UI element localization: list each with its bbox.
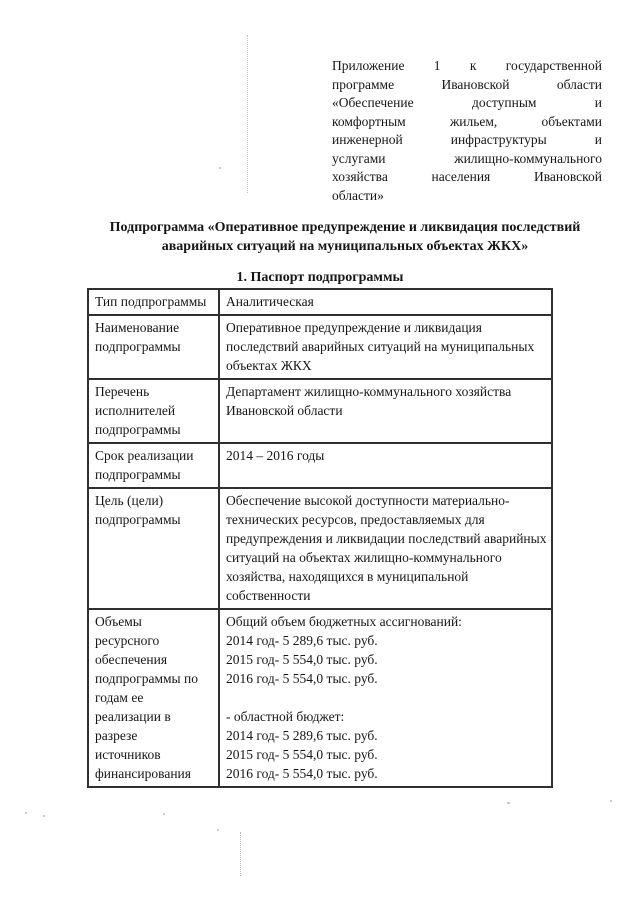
- row-value: 2014 – 2016 годы: [219, 443, 552, 488]
- row-value: Аналитическая: [219, 289, 552, 315]
- scan-artifact: [217, 829, 219, 831]
- scan-artifact: [43, 815, 45, 817]
- scan-artifact: [610, 800, 612, 802]
- table-row-executors: [88, 379, 552, 443]
- table-row-goal: [88, 488, 552, 609]
- row-label: Наименование подпрограммы: [88, 315, 219, 379]
- scan-artifact: [507, 802, 510, 804]
- row-label: Тип подпрограммы: [88, 289, 219, 315]
- passport-section-title: 1. Паспорт подпрограммы: [236, 270, 404, 285]
- row-value: Обеспечение высокой доступности материально- технических ресурсов, предоставляемых для предупреждения и ликвидации последствий аварийных ситуаций на объектах жилищно-коммунального хозяйства, находящихся в муниципальной собственности: [219, 488, 552, 609]
- scan-artifact: [219, 167, 221, 169]
- appendix-reference: Приложение 1 к государственной программе Ивановской области «Обеспечение доступным и комфортным жильем, объектами инженерной инфраструктуры и услугами жилищно-коммунального хозяйства населения Ивановской области»: [332, 58, 602, 203]
- row-label: Перечень исполнителей подпрограммы: [88, 379, 219, 443]
- table-row-name: [88, 315, 552, 379]
- scan-artifact: [247, 35, 248, 193]
- row-value: Общий объем бюджетных ассигнований: 2014 год- 5 289,6 тыс. руб. 2015 год- 5 554,0 тыс. руб. 2016 год- 5 554,0 тыс. руб. - областной бюджет: 2014 год- 5 289,6 тыс. руб. 2015 год- 5 554,0 тыс. руб. 2016 год- 5 554,0 тыс. руб.: [219, 609, 552, 787]
- scan-artifact: [240, 832, 241, 876]
- table-row-type: [88, 289, 552, 315]
- table-row-funding: [88, 609, 552, 787]
- passport-table: [87, 288, 553, 788]
- row-label: Цель (цели) подпрограммы: [88, 488, 219, 609]
- scan-artifact: [163, 813, 165, 815]
- table-row-period: [88, 443, 552, 488]
- row-label: Объемы ресурсного обеспечения подпрограммы по годам ее реализации в разрезе источников финансирования: [88, 609, 219, 787]
- row-value: Оперативное предупреждение и ликвидация последствий аварийных ситуаций на муниципальных объектах ЖКХ: [219, 315, 552, 379]
- scan-artifact: [25, 812, 27, 814]
- row-label: Срок реализации подпрограммы: [88, 443, 219, 488]
- row-value: Департамент жилищно-коммунального хозяйства Ивановской области: [219, 379, 552, 443]
- subprogram-title: Подпрограмма «Оперативное предупреждение и ликвидация последствий аварийных ситуаций на муниципальных объектах ЖКХ»: [109, 220, 581, 254]
